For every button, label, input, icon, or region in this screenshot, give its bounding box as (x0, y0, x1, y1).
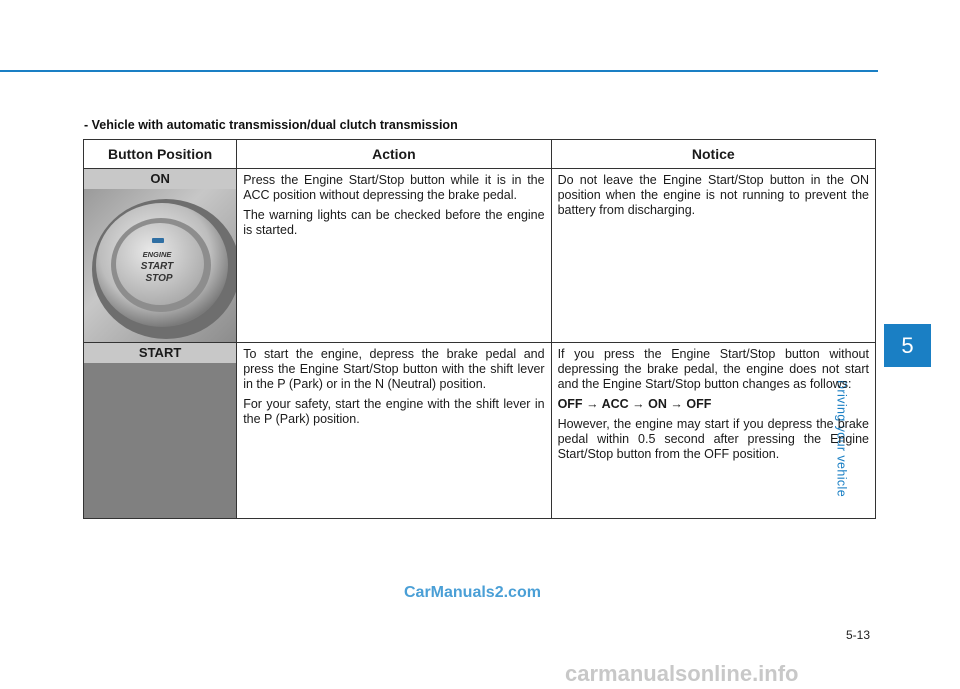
arrow-right-icon: → (632, 397, 649, 411)
action-start-para-2: For your safety, start the engine with the shift lever in the P (Park) position. (243, 397, 545, 426)
action-cell-on (237, 169, 551, 343)
button-photo-line-3: STOP (145, 273, 173, 284)
position-label-on: ON (84, 169, 236, 189)
engine-button-photo (84, 189, 236, 342)
state-on: ON (648, 397, 667, 411)
action-cell-start (237, 343, 551, 519)
table-row (84, 169, 876, 343)
table-row (84, 343, 876, 519)
watermark-footer: carmanualsonline.info (565, 661, 799, 686)
button-photo-line-1: ENGINE (142, 250, 172, 259)
notice-cell-on (551, 169, 875, 343)
state-acc: ACC (601, 397, 629, 411)
notice-start-intro: If you press the Engine Start/Stop button without depressing the brake pedal, the engine does not start and the Engine Start/Stop button changes as follows: (557, 347, 869, 391)
button-photo-line-2: START (140, 261, 174, 272)
state-sequence (558, 397, 869, 412)
position-cell-start (84, 343, 237, 519)
section-heading: - Vehicle with automatic transmission/dual clutch transmission (84, 118, 458, 132)
arrow-right-icon: → (670, 397, 687, 411)
header-notice: Notice (551, 140, 875, 169)
page-number: 5-13 (846, 628, 871, 642)
watermark-link[interactable]: CarManuals2.com (404, 584, 541, 601)
position-cell-on (84, 169, 237, 343)
chapter-side-band (884, 367, 931, 501)
action-start-para-1: To start the engine, depress the brake pedal and press the Engine Start/Stop button with the shift lever in the P (Park) or in the N (Neutral) position. (243, 347, 545, 391)
engine-start-stop-button-icon (84, 189, 236, 342)
notice-on-para-1: Do not leave the Engine Start/Stop button in the ON position when the engine is not running to prevent the battery from discharging. (557, 173, 869, 217)
position-shaded-area (84, 363, 236, 518)
button-position-table (83, 139, 876, 519)
chapter-number-tab: 5 (884, 324, 931, 367)
table-header-row (84, 140, 876, 169)
action-on-para-1: Press the Engine Start/Stop button while it is in the ACC position without depressing the brake pedal. (243, 173, 545, 202)
action-on-para-2: The warning lights can be checked before the engine is started. (243, 208, 545, 237)
notice-cell-start (551, 343, 875, 519)
position-label-start: START (84, 343, 236, 363)
header-action: Action (237, 140, 551, 169)
state-off: OFF (557, 397, 583, 411)
top-rule (0, 70, 878, 72)
chapter-label: Driving your vehicle (834, 380, 849, 498)
arrow-right-icon: → (586, 397, 602, 411)
header-button-position: Button Position (84, 140, 237, 169)
notice-start-outro: However, the engine may start if you depress the brake pedal within 0.5 second after pressing the Engine Start/Stop button from the OFF position. (557, 417, 869, 461)
state-off-final: OFF (686, 397, 712, 411)
